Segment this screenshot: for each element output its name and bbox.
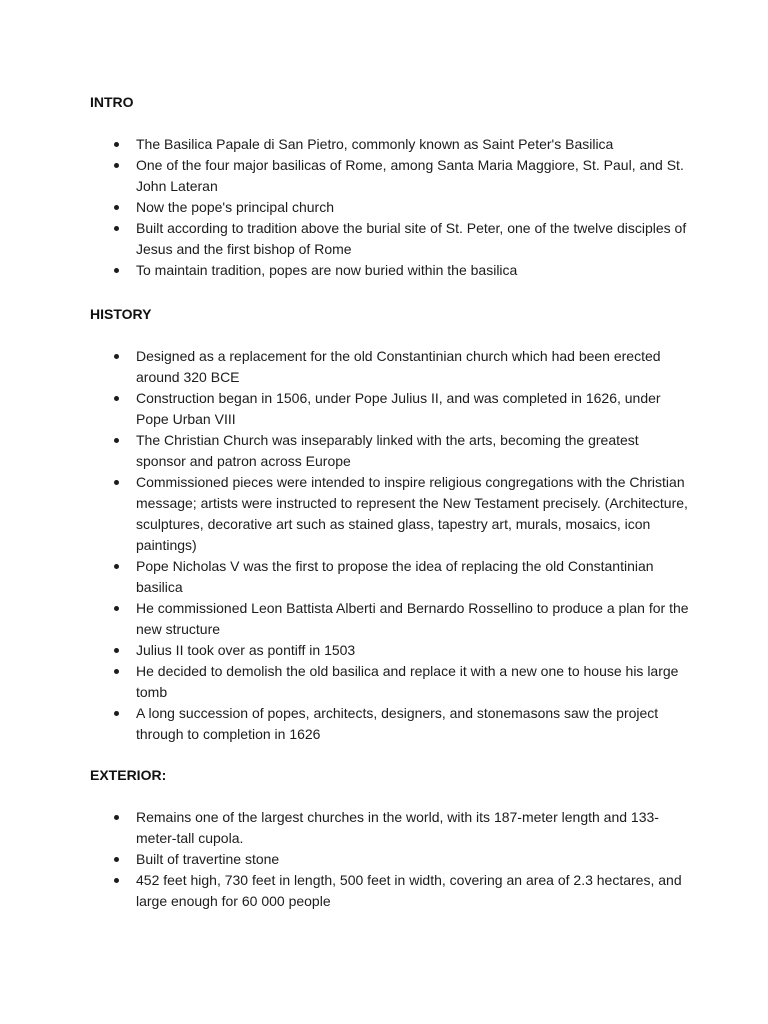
bullet-icon [114, 606, 119, 611]
bullet-icon [114, 480, 119, 485]
list-item-text: To maintain tradition, popes are now buried within the basilica [136, 262, 518, 278]
bullet-icon [114, 648, 119, 653]
list-item-text: Commissioned pieces were intended to inspire religious congregations with the Christian message; artists were instructed to represent the New Testament precisely. (Architecture, sculptures, decorative art such as stained glass, tapestry art, murals, mosaics, icon paintings) [136, 474, 688, 553]
section-heading-exterior: EXTERIOR: [90, 767, 167, 783]
list-item-text: The Christian Church was inseparably linked with the arts, becoming the greatest sponsor and patron across Europe [136, 432, 639, 469]
list-item-text: He commissioned Leon Battista Alberti and Bernardo Rossellino to produce a plan for the new structure [136, 600, 689, 637]
bullet-icon [114, 205, 119, 210]
list-item [90, 661, 690, 703]
bullet-icon [114, 396, 119, 401]
bullet-icon [114, 354, 119, 359]
bullet-icon [114, 857, 119, 862]
list-item-text: A long succession of popes, architects, designers, and stonemasons saw the project through to completion in 1626 [136, 705, 659, 742]
section-history [90, 304, 690, 742]
list-item [90, 218, 690, 260]
list-item [90, 849, 690, 870]
list-item [90, 598, 690, 640]
list-item [90, 197, 690, 218]
list-item-text: Julius II took over as pontiff in 1503 [136, 642, 356, 658]
list-item-text: Construction began in 1506, under Pope Julius II, and was completed in 1626, under Pope Urban VIII [136, 390, 661, 427]
list-item-text: Built of travertine stone [136, 851, 280, 867]
list-item [90, 556, 690, 598]
section-heading-history: HISTORY [90, 306, 152, 322]
list-item-text: Designed as a replacement for the old Constantinian church which had been erected around 320 BCE [136, 348, 661, 385]
list-item [90, 430, 690, 472]
list-item-text: Now the pope's principal church [136, 199, 335, 215]
bullet-icon [114, 438, 119, 443]
list-item-text: One of the four major basilicas of Rome, among Santa Maria Maggiore, St. Paul, and St. John Lateran [136, 157, 684, 194]
section-exterior [90, 765, 690, 909]
bullet-icon [114, 815, 119, 820]
list-item-text: Built according to tradition above the burial site of St. Peter, one of the twelve disciples of Jesus and the first bishop of Rome [136, 220, 687, 257]
intro-bullet-list [90, 134, 690, 281]
list-item [90, 640, 690, 661]
list-item-text: He decided to demolish the old basilica and replace it with a new one to house his large tomb [136, 663, 679, 700]
list-item [90, 870, 690, 912]
list-item [90, 703, 690, 745]
bullet-icon [114, 878, 119, 883]
list-item [90, 346, 690, 388]
list-item-text: Remains one of the largest churches in the world, with its 187-meter length and 133-meter-tall cupola. [136, 809, 659, 846]
section-heading-intro: INTRO [90, 94, 134, 110]
history-bullet-list [90, 346, 690, 745]
bullet-icon [114, 226, 119, 231]
list-item-text: The Basilica Papale di San Pietro, commonly known as Saint Peter's Basilica [136, 136, 614, 152]
bullet-icon [114, 564, 119, 569]
list-item [90, 134, 690, 155]
list-item [90, 388, 690, 430]
list-item [90, 260, 690, 281]
list-item [90, 472, 690, 556]
list-item [90, 807, 690, 849]
bullet-icon [114, 268, 119, 273]
list-item [90, 155, 690, 197]
exterior-bullet-list [90, 807, 690, 912]
bullet-icon [114, 669, 119, 674]
bullet-icon [114, 711, 119, 716]
bullet-icon [114, 163, 119, 168]
list-item-text: Pope Nicholas V was the first to propose the idea of replacing the old Constantinian basilica [136, 558, 654, 595]
list-item-text: 452 feet high, 730 feet in length, 500 feet in width, covering an area of 2.3 hectares, and large enough for 60 000 people [136, 872, 682, 909]
bullet-icon [114, 142, 119, 147]
section-intro [90, 92, 690, 278]
